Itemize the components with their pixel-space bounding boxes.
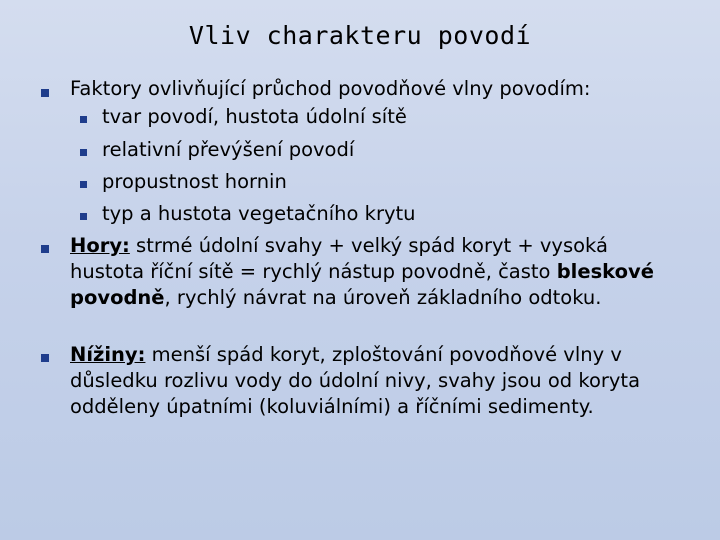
term-lowlands: Nížiny: bbox=[70, 343, 146, 366]
factors-heading: Faktory ovlivňující průchod povodňové vlny povodím: bbox=[70, 77, 591, 100]
list-item-factors bbox=[70, 76, 682, 102]
sub-item: tvar povodí, hustota údolní sítě bbox=[102, 105, 407, 128]
sub-item: typ a hustota vegetačního krytu bbox=[102, 202, 416, 225]
slide-title: Vliv charakteru povodí bbox=[188, 21, 532, 50]
mountains-bold: bleskové povodně bbox=[70, 260, 654, 309]
mountains-text-a: strmé údolní svahy + velký spád koryt + vysoká hustota říční sítě = rychlý nástup povodně, často bbox=[70, 234, 608, 283]
square-bullet-icon bbox=[80, 213, 87, 220]
lowlands-text: menší spád koryt, zploštování povodňové vlny v důsledku rozlivu vody do údolní nivy, svahy jsou od koryta odděleny úpatními (koluviálními) a říčními sedimenty. bbox=[70, 343, 641, 418]
square-bullet-icon bbox=[41, 89, 49, 97]
square-bullet-icon bbox=[80, 116, 87, 123]
sub-item: relativní převýšení povodí bbox=[102, 138, 355, 161]
sub-item: propustnost hornin bbox=[102, 170, 287, 193]
list-item-lowlands bbox=[70, 342, 682, 420]
list-item-mountains bbox=[70, 233, 682, 311]
term-mountains: Hory: bbox=[70, 234, 130, 257]
square-bullet-icon bbox=[80, 149, 87, 156]
square-bullet-icon bbox=[41, 354, 49, 362]
mountains-text-b: , rychlý návrat na úroveň základního odtoku. bbox=[164, 286, 602, 309]
square-bullet-icon bbox=[80, 181, 87, 188]
square-bullet-icon bbox=[41, 245, 49, 253]
